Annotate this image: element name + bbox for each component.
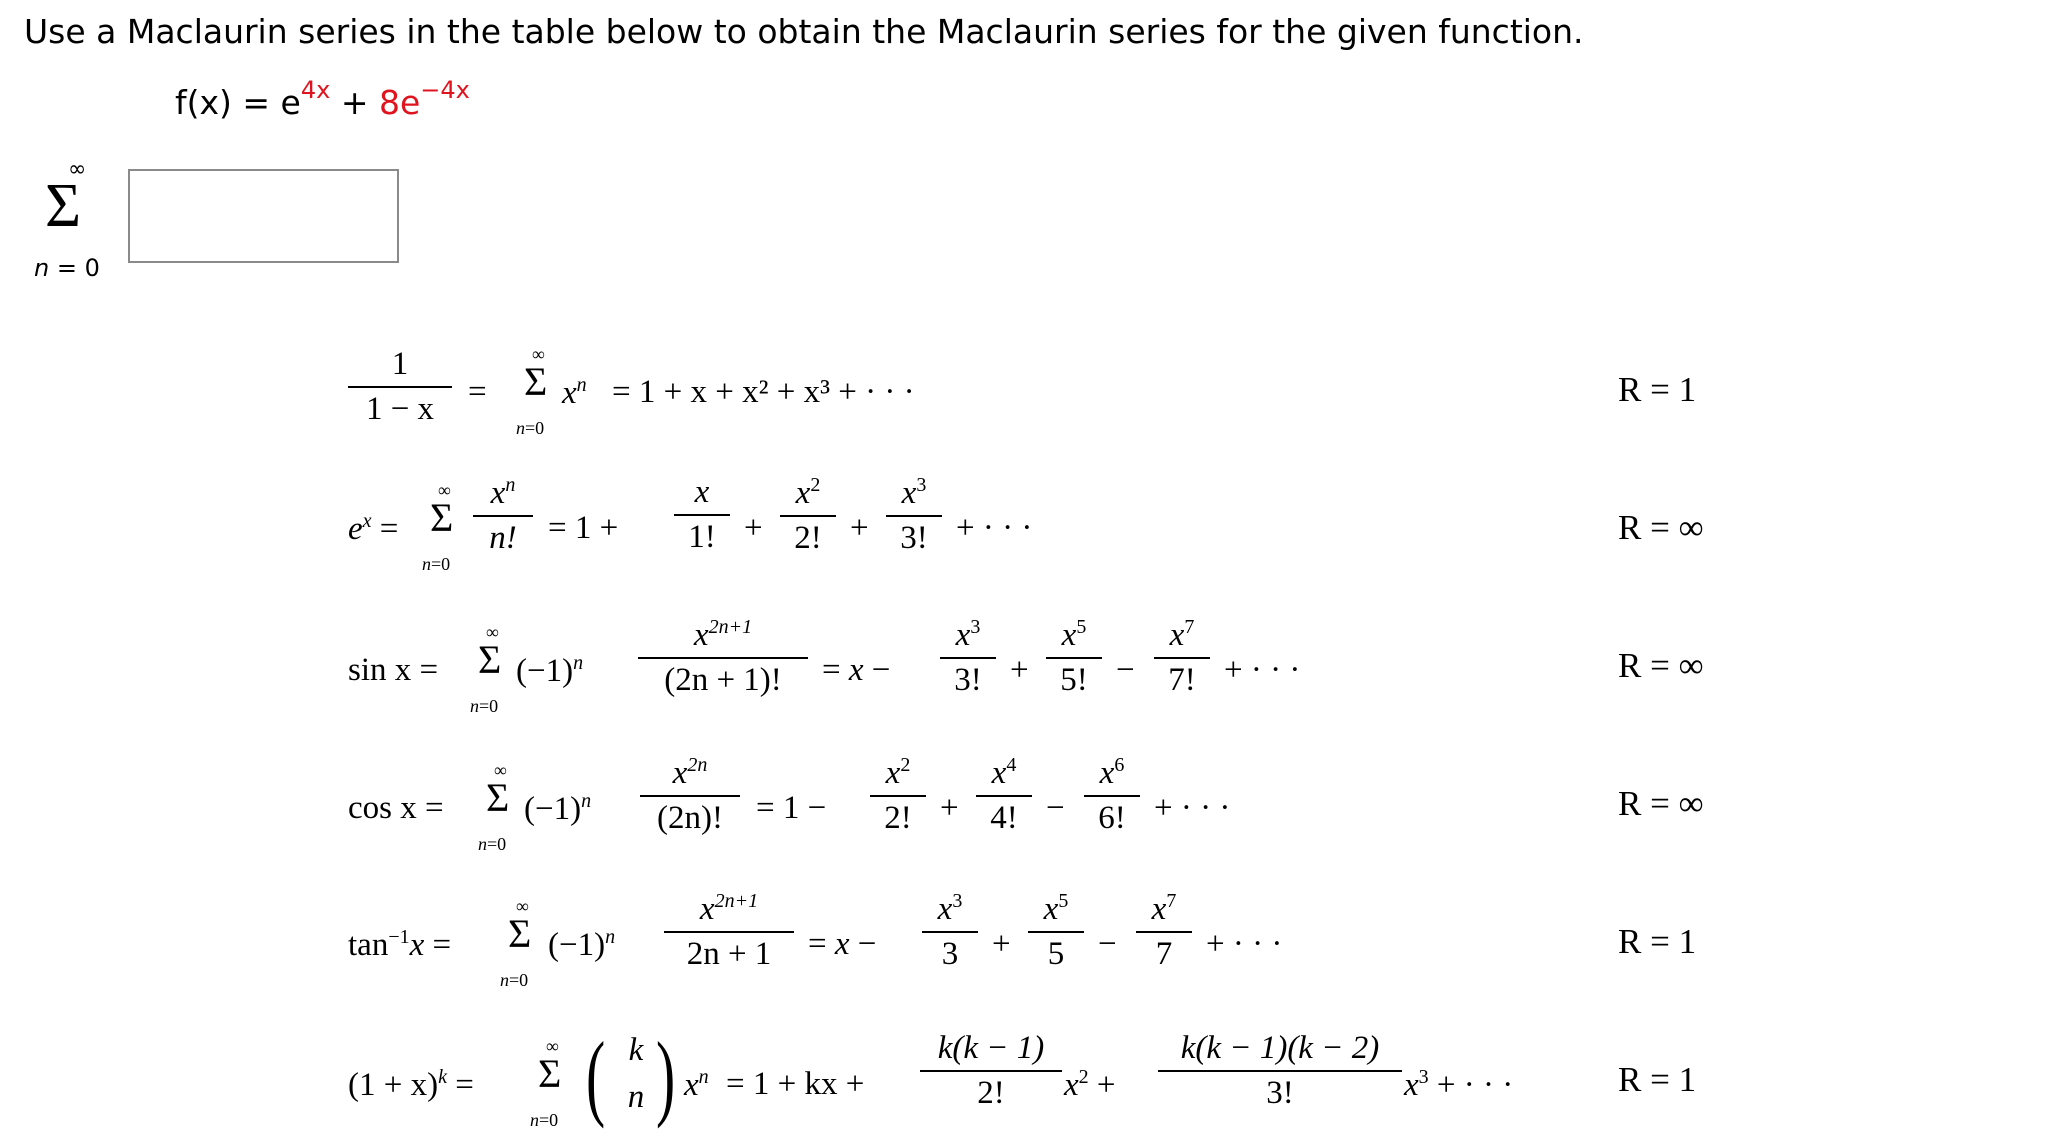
sin-lhs: sin x =	[348, 652, 439, 688]
exp-lhs-sup: x	[362, 510, 372, 532]
function-term-2: 8e	[378, 83, 421, 122]
binomial-lhs: (1 + x)	[348, 1067, 439, 1103]
series-row-geometric: 1 1 − x = ∞ Σ n=0 $x^n$ = 1 + x + x² + x³ + · · ·	[348, 336, 1558, 446]
geometric-rhs: = 1 + x + x² + x³ + · · ·	[612, 374, 915, 410]
binomial-tail: + · · ·	[1436, 1067, 1514, 1103]
function-lhs: f(x) = e	[175, 83, 301, 122]
binomial-term1: = 1 + kx +	[726, 1066, 865, 1102]
cos-num: x	[672, 755, 688, 791]
arctan-num: x	[699, 891, 715, 927]
exp-num-sup: n	[505, 474, 516, 496]
radius-geometric: R = 1	[1618, 370, 1697, 409]
sigma-icon: Σ	[45, 172, 82, 240]
exp-general-fraction	[473, 474, 533, 557]
binom-bot: n	[627, 1079, 645, 1115]
arctan-lhs-sup: −1	[388, 926, 410, 948]
binomial-coefficient	[616, 1032, 656, 1116]
sum-upper-limit: ∞	[68, 157, 87, 182]
arctan-general-fraction	[664, 890, 794, 973]
function-exponent-1: 4x	[300, 76, 331, 104]
radius-sin: R = ∞	[1618, 646, 1704, 685]
arctan-lhs: tan	[348, 927, 389, 963]
sin-general-fraction	[638, 616, 808, 699]
exp-num: x	[490, 475, 506, 511]
binomial-frac1-num: k(k − 1)	[937, 1030, 1045, 1066]
series-row-binomial: $(1 + x)^k$ = ∞ Σ n=0 ( k n ) $x^n$ = 1 + kx + k(k − 1) 2! $x^2$ + k(k − 1)(k − 2) 3! $x^3$ + · · ·	[348, 1022, 1514, 1130]
arctan-num-sup: 2n+1	[714, 890, 759, 912]
function-plus: +	[330, 83, 379, 122]
sum-lower-limit: n = 0	[34, 254, 100, 282]
given-function	[175, 76, 470, 122]
binomial-frac1	[920, 1030, 1062, 1112]
cos-general-fraction	[640, 754, 740, 837]
series-row-exp: $e^x$ = ∞ Σ n=0 $x^n$ n! = 1 + x 1! + $x^2$ 2! + $x^3$ 3! + · · ·	[348, 474, 1033, 574]
geometric-lhs-fraction	[348, 346, 452, 428]
binom-top: k	[628, 1032, 644, 1068]
geometric-lhs-den: 1 − x	[365, 391, 435, 427]
exp-lhs: e	[348, 511, 363, 547]
cos-num-sup: 2n	[687, 754, 708, 776]
binomial-frac2-den: 3!	[1266, 1075, 1294, 1111]
sin-num: x	[693, 617, 709, 653]
radius-exp: R = ∞	[1618, 508, 1704, 547]
binomial-frac2	[1158, 1030, 1402, 1112]
series-row-sin: sin x = ∞ Σ n=0 $(-1)^n$ $x^{2n+1}$ (2n + 1)! = x − $x^3$ 3! + $x^5$ 5! − $x^7$ 7! + · · ·	[348, 616, 1301, 716]
cos-den: (2n)!	[657, 800, 723, 836]
series-row-arctan: $\tan^{-1}x$ = ∞ Σ n=0 $(-1)^n$ $x^{2n+1}$ 2n + 1 = x − $x^3$ 3 + $x^5$ 5 − $x^7$ 7 + · · ·	[348, 890, 1283, 990]
sin-den: (2n + 1)!	[664, 662, 782, 698]
sin-num-sup: 2n+1	[708, 616, 753, 638]
cos-lhs: cos x =	[348, 790, 444, 826]
series-row-cos: cos x = ∞ Σ n=0 $(-1)^n$ $x^{2n}$ (2n)! = 1 − $x^2$ 2! + $x^4$ 4! − $x^6$ 6! + · · ·	[348, 754, 1231, 854]
function-exponent-2: −4x	[420, 76, 470, 104]
binomial-frac2-num: k(k − 1)(k − 2)	[1180, 1030, 1380, 1066]
binomial-frac1-den: 2!	[977, 1075, 1005, 1111]
radius-cos: R = ∞	[1618, 784, 1704, 823]
answer-input[interactable]	[128, 169, 399, 263]
question-text: Use a Maclaurin series in the table below to obtain the Maclaurin series for the given function.	[24, 12, 1584, 51]
radius-binomial: R = 1	[1618, 1060, 1697, 1099]
arctan-den: 2n + 1	[686, 936, 772, 972]
radius-arctan: R = 1	[1618, 922, 1697, 961]
binomial-lhs-sup: k	[438, 1066, 447, 1088]
geometric-lhs-num: 1	[391, 346, 409, 382]
exp-rhs: = 1 +	[548, 510, 619, 546]
exp-den: n!	[489, 520, 517, 556]
